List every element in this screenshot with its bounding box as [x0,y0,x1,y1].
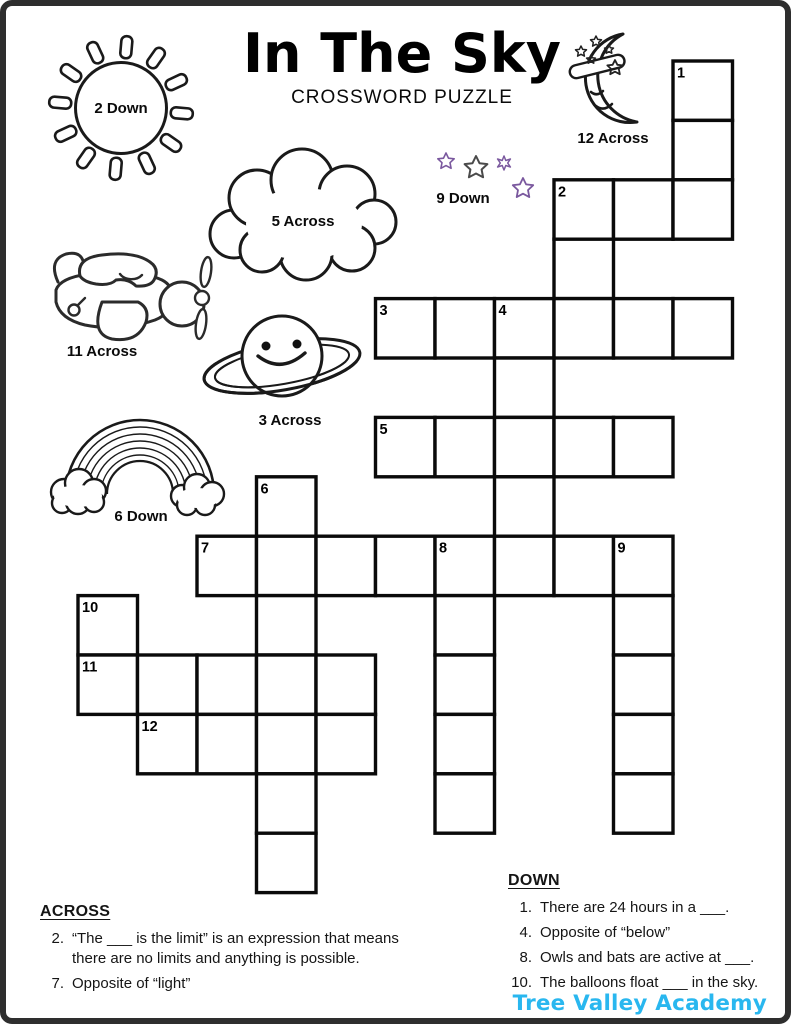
grid-cell[interactable] [495,358,555,417]
brand-logo-text: Tree Valley Academy [512,991,767,1016]
grid-cell[interactable] [614,655,674,714]
grid-cell[interactable] [614,596,674,655]
grid-cell[interactable] [554,299,614,358]
grid-cell[interactable] [257,536,317,595]
clue-number: 8. [519,949,532,966]
down-heading: DOWN [508,872,560,889]
cell-number: 12 [141,718,158,735]
grid-cell[interactable] [257,477,317,536]
cell-number: 5 [379,421,388,438]
cell-number: 8 [439,540,448,557]
cell-number: 9 [617,540,626,557]
cloud-clue-label: 5 Across [271,213,335,230]
grid-cell[interactable] [138,655,198,714]
grid-cell[interactable] [673,120,733,179]
grid-cell[interactable] [673,61,733,120]
moon-clue-label: 12 Across [577,130,649,147]
grid-cell[interactable] [554,180,614,239]
clue-number: 10. [511,974,532,991]
grid-cell[interactable] [435,536,495,595]
grid-cell[interactable] [376,536,436,595]
grid-cell[interactable] [376,417,436,476]
grid-cell[interactable] [257,833,317,892]
clue-text: Opposite of “light” [72,975,191,992]
grid-cell[interactable] [554,239,614,298]
grid-cell[interactable] [614,714,674,773]
grid-cell[interactable] [435,596,495,655]
cell-number: 2 [558,184,567,201]
grid-cell[interactable] [78,655,138,714]
grid-cell[interactable] [316,655,376,714]
clue-text: Owls and bats are active at ___. [540,949,755,966]
clue-text: “The ___ is the limit” is an expression that means there are no limits and anything is possible. [72,930,399,967]
grid-cell[interactable] [257,596,317,655]
grid-cell[interactable] [435,417,495,476]
grid-cell[interactable] [495,536,555,595]
grid-cell[interactable] [197,655,257,714]
cell-number: 3 [379,303,388,320]
page-subtitle: CROSSWORD PUZZLE [291,87,513,108]
cell-number: 1 [677,65,686,82]
clue-number: 7. [51,975,64,992]
grid-cell[interactable] [435,714,495,773]
grid-cell[interactable] [257,774,317,833]
across-heading: ACROSS [40,903,111,920]
clue-text: Opposite of “below” [540,924,671,941]
grid-cell[interactable] [614,774,674,833]
grid-cell[interactable] [554,536,614,595]
sun-clue-label: 2 Down [94,100,148,117]
grid-cell[interactable] [554,417,614,476]
grid-cell[interactable] [138,714,198,773]
grid-cell[interactable] [435,299,495,358]
planet-clue-label: 3 Across [258,412,322,429]
plane-clue-label: 11 Across [66,343,138,360]
cell-number: 11 [82,659,98,676]
grid-cell[interactable] [435,774,495,833]
cell-number: 6 [260,481,269,498]
grid-cell[interactable] [614,180,674,239]
clue-text: The balloons float ___ in the sky. [540,974,759,991]
grid-cell[interactable] [614,536,674,595]
cell-number: 7 [201,540,210,557]
stars-clue-label: 9 Down [436,190,490,207]
clue-text: There are 24 hours in a ___. [540,899,730,916]
grid-cell[interactable] [495,417,555,476]
grid-cell[interactable] [197,714,257,773]
grid-cell[interactable] [435,655,495,714]
grid-cell[interactable] [673,180,733,239]
grid-cell[interactable] [673,299,733,358]
grid-cell[interactable] [316,714,376,773]
cell-number: 10 [82,600,99,617]
grid-cell[interactable] [257,714,317,773]
grid-cell[interactable] [495,299,555,358]
page-title: In The Sky [242,22,562,85]
grid-cell[interactable] [376,299,436,358]
grid-cell[interactable] [614,417,674,476]
rainbow-clue-label: 6 Down [114,508,168,525]
grid-cell[interactable] [197,536,257,595]
grid-cell[interactable] [78,596,138,655]
clue-number: 4. [519,924,532,941]
clue-number: 1. [519,899,532,916]
cell-number: 4 [498,303,507,320]
grid-cell[interactable] [614,299,674,358]
grid-cell[interactable] [495,477,555,536]
grid-cell[interactable] [316,536,376,595]
grid-cell[interactable] [257,655,317,714]
clue-number: 2. [51,930,64,947]
